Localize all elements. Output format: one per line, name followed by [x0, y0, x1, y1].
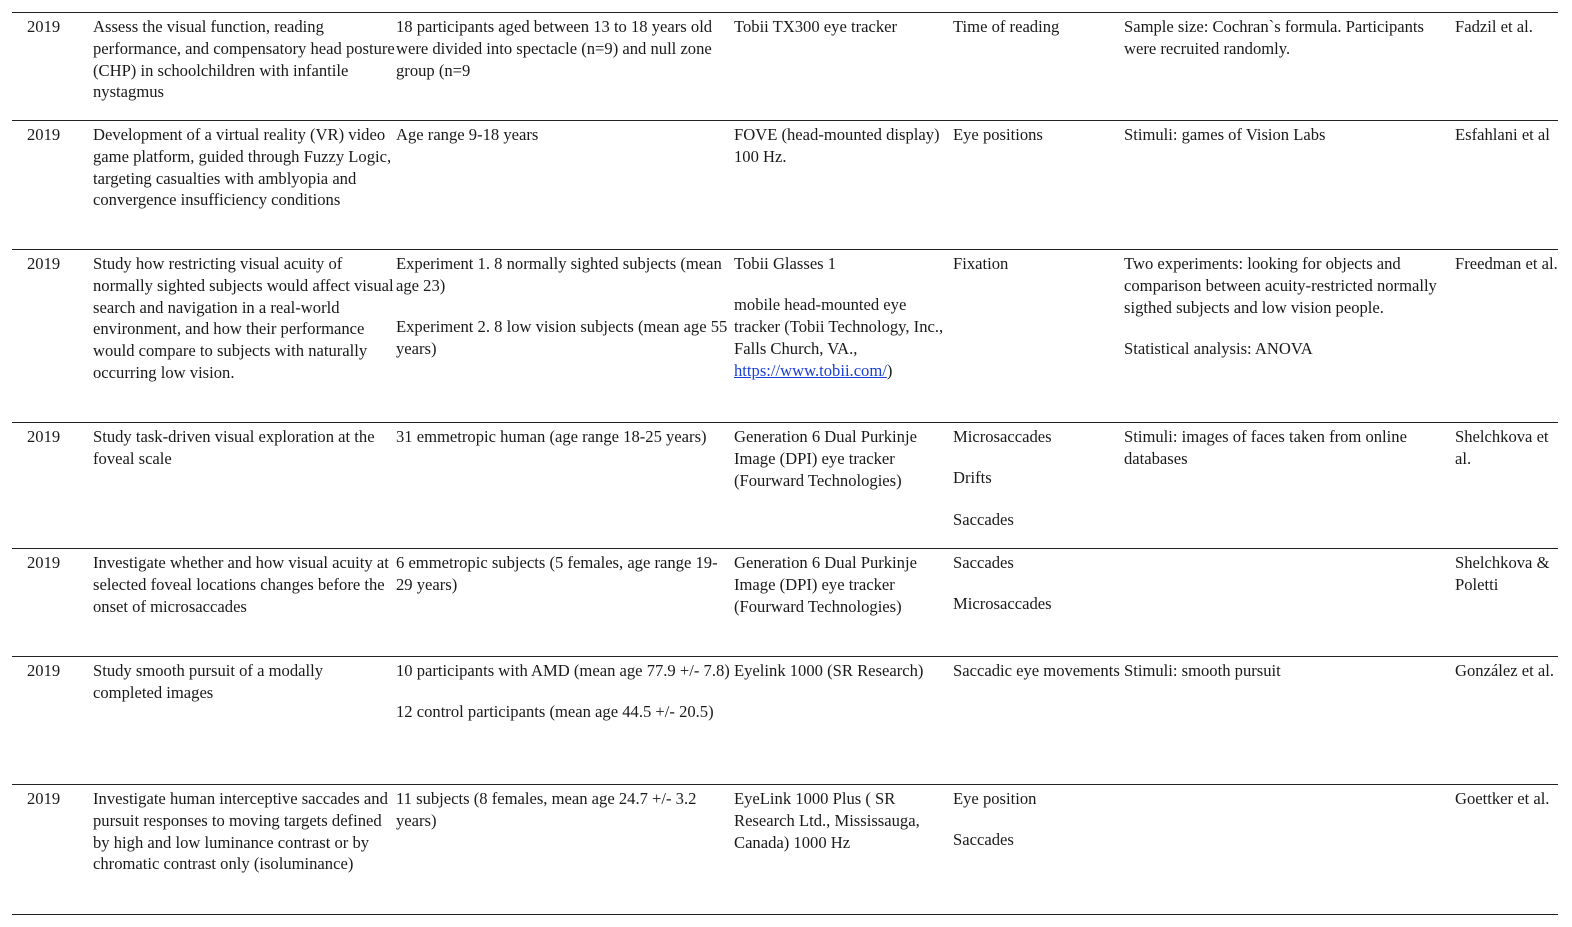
paragraph: 12 control participants (mean age 44.5 +/- 20.5): [396, 702, 714, 722]
equipment-cell: [734, 549, 953, 657]
paragraph: Generation 6 Dual Purkinje Image (DPI) eye tracker (Fourward Technologies): [734, 553, 917, 616]
cell-content: [953, 121, 1124, 249]
authors-text: Shelchkova & Poletti: [1455, 553, 1550, 594]
cell-content: [93, 13, 396, 120]
notes-cell: [1124, 423, 1455, 549]
cell-content: [396, 657, 734, 784]
authors-cell: [1455, 121, 1558, 250]
paragraph: Generation 6 Dual Purkinje Image (DPI) eye tracker (Fourward Technologies): [734, 427, 917, 490]
paragraph: Drifts: [953, 468, 992, 488]
aim-text: Study task-driven visual exploration at the foveal scale: [93, 427, 375, 468]
year-cell: [12, 549, 93, 657]
cell-content: [93, 657, 396, 784]
paragraph: Age range 9-18 years: [396, 125, 539, 144]
cell-content: [734, 250, 953, 422]
year-text: 2019: [27, 125, 61, 144]
paragraph: Stimuli: smooth pursuit: [1124, 661, 1281, 680]
notes-cell: [1124, 657, 1455, 785]
paragraph: FOVE (head-mounted display) 100 Hz.: [734, 125, 940, 166]
authors-cell: [1455, 549, 1558, 657]
cell-content: [396, 785, 734, 914]
measures-cell: [953, 250, 1124, 423]
paragraph: Saccades: [953, 509, 1014, 529]
measures-cell: [953, 423, 1124, 549]
equipment-cell: [734, 423, 953, 549]
paragraph: 18 participants aged between 13 to 18 years old were divided into spectacle (n=9) and null zone group (n=9: [396, 17, 713, 80]
cell-content: [27, 549, 93, 656]
cell-content: [27, 785, 93, 914]
authors-cell: [1455, 785, 1558, 915]
cell-content: [734, 549, 953, 656]
year-cell: [12, 121, 93, 250]
measures-cell: [953, 549, 1124, 657]
cell-content: [1124, 785, 1455, 914]
cell-content: [27, 423, 93, 548]
table-row: [12, 785, 1558, 915]
year-text: 2019: [27, 661, 61, 680]
notes-cell: [1124, 13, 1455, 121]
aim-cell: [93, 250, 396, 423]
authors-text: Goettker et al.: [1455, 789, 1550, 808]
cell-content: [1455, 250, 1558, 422]
aim-cell: [93, 423, 396, 549]
year-text: 2019: [27, 427, 61, 446]
cell-content: [1124, 423, 1455, 548]
participants-cell: [396, 549, 734, 657]
cell-content: [27, 657, 93, 784]
table-row: [12, 549, 1558, 657]
aim-text: Investigate human interceptive saccades and pursuit responses to moving targets defined by high and low luminance contrast or by chromatic contrast only (isoluminance): [93, 789, 388, 874]
cell-content: [1124, 250, 1455, 422]
paragraph: 6 emmetropic subjects (5 females, age range 19-29 years): [396, 553, 718, 594]
table-body: [12, 13, 1558, 915]
cell-content: [1455, 121, 1558, 249]
cell-content: [953, 250, 1124, 422]
cell-content: [734, 657, 953, 784]
cell-content: [953, 423, 1124, 548]
aim-cell: [93, 785, 396, 915]
paragraph: Time of reading: [953, 17, 1060, 36]
notes-cell: [1124, 549, 1455, 657]
paragraph: Stimuli: images of faces taken from online databases: [1124, 427, 1407, 468]
year-cell: [12, 250, 93, 423]
authors-text: González et al.: [1455, 661, 1555, 680]
paragraph: Statistical analysis: ANOVA: [1124, 338, 1313, 358]
cell-content: [396, 423, 734, 548]
table-row: [12, 250, 1558, 423]
cell-content: [734, 13, 953, 120]
paragraph: Microsaccades: [953, 594, 1052, 614]
authors-cell: [1455, 13, 1558, 121]
equipment-cell: [734, 785, 953, 915]
aim-text: Study how restricting visual acuity of normally sighted subjects would affect visual search and navigation in a real-world environment, and how their performance would compare to subjects with naturally occurring low vision.: [93, 254, 394, 382]
cell-content: [1124, 121, 1455, 249]
aim-text: Development of a virtual reality (VR) video game platform, guided through Fuzzy Logic, targeting casualties with amblyopia and convergence insufficiency conditions: [93, 125, 392, 210]
paragraph: Tobii TX300 eye tracker: [734, 17, 898, 36]
table-row: [12, 13, 1558, 121]
aim-cell: [93, 13, 396, 121]
participants-cell: [396, 13, 734, 121]
authors-cell: [1455, 250, 1558, 423]
aim-text: Study smooth pursuit of a modally completed images: [93, 661, 324, 702]
year-cell: [12, 13, 93, 121]
tobii-link[interactable]: https://www.tobii.com/: [734, 360, 887, 380]
year-cell: [12, 785, 93, 915]
equipment-cell: [734, 13, 953, 121]
paragraph: 31 emmetropic human (age range 18-25 years): [396, 427, 707, 446]
paragraph: Experiment 2. 8 low vision subjects (mean age 55 years): [396, 317, 728, 358]
authors-text: Shelchkova et al.: [1455, 427, 1549, 468]
paragraph: Microsaccades: [953, 427, 1052, 446]
cell-content: [953, 549, 1124, 656]
year-text: 2019: [27, 254, 61, 273]
authors-text: Fadzil et al.: [1455, 17, 1533, 36]
table-row: [12, 423, 1558, 549]
cell-content: [734, 785, 953, 914]
cell-content: [93, 549, 396, 656]
cell-content: [93, 250, 396, 422]
cell-content: [93, 785, 396, 914]
paragraph: Fixation: [953, 254, 1009, 273]
cell-content: [27, 121, 93, 249]
measures-cell: [953, 121, 1124, 250]
paragraph: Eye positions: [953, 125, 1043, 144]
paragraph: Saccadic eye movements: [953, 661, 1120, 680]
link-paragraph: [734, 360, 953, 382]
year-text: 2019: [27, 789, 61, 808]
paragraph: Saccades: [953, 553, 1014, 572]
cell-content: [396, 13, 734, 120]
equipment-cell: [734, 657, 953, 785]
paragraph: Experiment 1. 8 normally sighted subjects (mean age 23): [396, 254, 722, 295]
paragraph: Two experiments: looking for objects and comparison between acuity-restricted normally sigthed subjects and low vision people.: [1124, 254, 1437, 317]
cell-content: [1455, 549, 1558, 656]
cell-content: [1124, 657, 1455, 784]
aim-cell: [93, 121, 396, 250]
cell-content: [953, 13, 1124, 120]
participants-cell: [396, 657, 734, 785]
paragraph: mobile head-mounted eye tracker (Tobii Technology, Inc., Falls Church, VA.,: [734, 295, 944, 358]
cell-content: [396, 549, 734, 656]
paragraph: Stimuli: games of Vision Labs: [1124, 125, 1326, 144]
equipment-cell: [734, 121, 953, 250]
paragraph: EyeLink 1000 Plus ( SR Research Ltd., Mississauga, Canada) 1000 Hz: [734, 789, 920, 852]
paragraph: 10 participants with AMD (mean age 77.9 +/- 7.8): [396, 661, 730, 680]
paragraph: Eyelink 1000 (SR Research): [734, 661, 924, 680]
authors-cell: [1455, 657, 1558, 785]
measures-cell: [953, 13, 1124, 121]
aim-cell: [93, 657, 396, 785]
cell-content: [1455, 657, 1558, 784]
cell-content: [396, 121, 734, 249]
aim-text: Assess the visual function, reading performance, and compensatory head posture (CHP) in schoolchildren with infantile nystagmus: [93, 17, 395, 102]
cell-content: [734, 423, 953, 548]
aim-text: Investigate whether and how visual acuity at selected foveal locations changes before the onset of microsaccades: [93, 553, 389, 616]
cell-content: [953, 785, 1124, 914]
participants-cell: [396, 423, 734, 549]
year-cell: [12, 657, 93, 785]
year-text: 2019: [27, 553, 61, 572]
paragraph: Eye position: [953, 789, 1037, 808]
cell-content: [953, 657, 1124, 784]
participants-cell: [396, 785, 734, 915]
cell-content: [1455, 785, 1558, 914]
cell-content: [734, 121, 953, 249]
cell-content: [1455, 423, 1558, 548]
cell-content: [396, 250, 734, 422]
authors-text: Esfahlani et al: [1455, 125, 1550, 144]
paragraph: Sample size: Cochran`s formula. Participants were recruited randomly.: [1124, 17, 1424, 58]
table-row: [12, 121, 1558, 250]
notes-cell: [1124, 121, 1455, 250]
paragraph: Tobii Glasses 1: [734, 254, 837, 273]
aim-cell: [93, 549, 396, 657]
cell-content: [1124, 549, 1455, 656]
equipment-cell: [734, 250, 953, 423]
cell-content: [27, 250, 93, 422]
cell-content: [1124, 13, 1455, 120]
year-text: 2019: [27, 17, 61, 36]
paragraph: Saccades: [953, 830, 1014, 850]
authors-cell: [1455, 423, 1558, 549]
participants-cell: [396, 121, 734, 250]
cell-content: [27, 13, 93, 120]
notes-cell: [1124, 785, 1455, 915]
notes-cell: [1124, 250, 1455, 423]
participants-cell: [396, 250, 734, 423]
cell-content: [1455, 13, 1558, 120]
measures-cell: [953, 785, 1124, 915]
studies-table: [12, 12, 1558, 915]
table-row: [12, 657, 1558, 785]
link-suffix: ): [886, 360, 893, 380]
paragraph: 11 subjects (8 females, mean age 24.7 +/- 3.2 years): [396, 789, 697, 830]
cell-content: [93, 423, 396, 548]
cell-content: [93, 121, 396, 249]
measures-cell: [953, 657, 1124, 785]
authors-text: Freedman et al.: [1455, 254, 1558, 273]
year-cell: [12, 423, 93, 549]
